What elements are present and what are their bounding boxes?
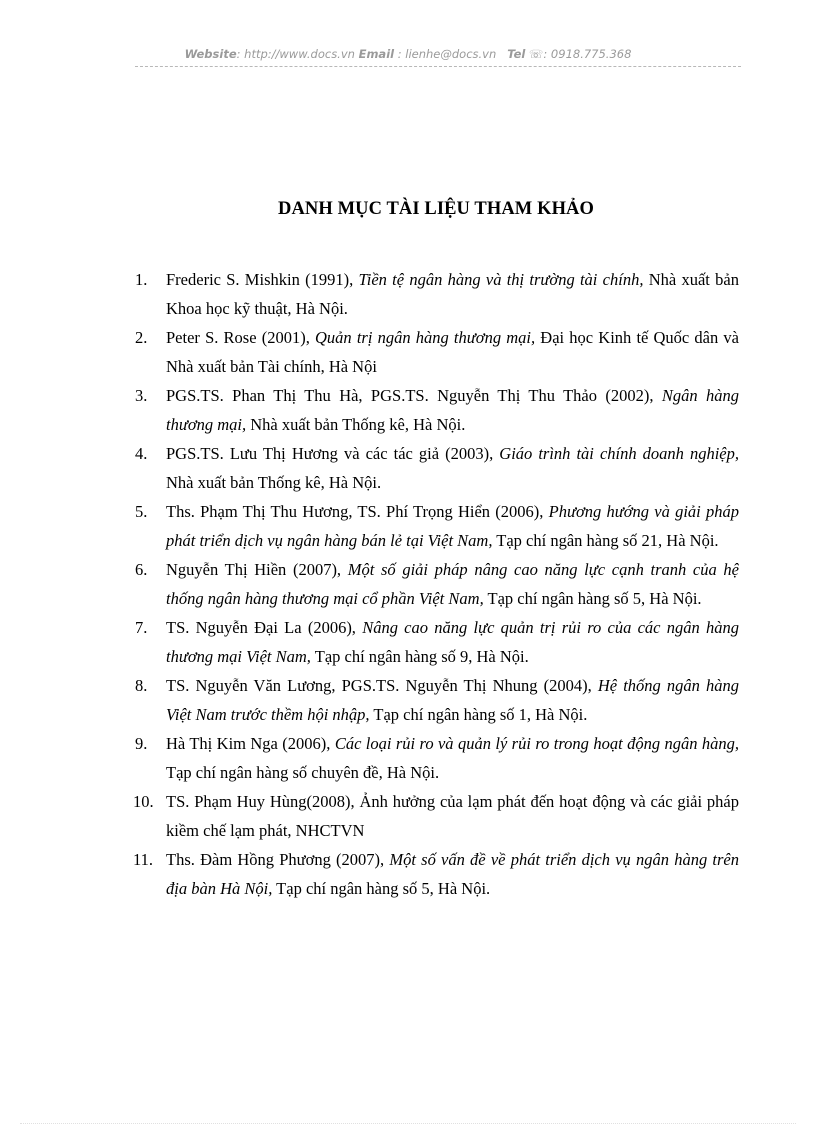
reference-publisher: Đại học Kinh tế Quốc dân và Nhà xuất bản Tài chính, Hà Nội bbox=[166, 328, 739, 376]
reference-authors: PGS.TS. Phan Thị Thu Hà, PGS.TS. Nguyễn Thị Thu Thảo (2002), bbox=[166, 386, 662, 405]
reference-item bbox=[135, 787, 739, 845]
reference-publisher: Tạp chí ngân hàng số 1, Hà Nội. bbox=[369, 705, 588, 724]
reference-title: Hệ thống ngân hàng Việt Nam trước thềm hội nhập, bbox=[166, 676, 739, 724]
reference-item bbox=[135, 323, 739, 381]
reference-authors: Peter S. Rose (2001), bbox=[166, 328, 315, 347]
reference-item bbox=[135, 613, 739, 671]
reference-number: 4. bbox=[135, 444, 148, 463]
reference-title: Quản trị ngân hàng thương mại, bbox=[315, 328, 536, 347]
page-title: DANH MỤC TÀI LIỆU THAM KHẢO bbox=[277, 199, 595, 219]
reference-item bbox=[135, 845, 739, 903]
reference-authors: TS. Phạm Huy Hùng(2008), Ảnh hưởng của lạm phát đến hoạt động và các giải pháp kiềm chế lạm phát, NHCTVN bbox=[166, 792, 739, 840]
reference-number: 10. bbox=[133, 792, 154, 811]
reference-list bbox=[135, 265, 739, 903]
reference-title: Một số giải pháp nâng cao năng lực cạnh tranh của hệ thống ngân hàng thương mại cổ phần Việt Nam, bbox=[166, 560, 739, 608]
reference-number: 9. bbox=[135, 734, 148, 753]
reference-number: 7. bbox=[135, 618, 148, 637]
website-label: Website bbox=[184, 47, 237, 61]
reference-title: Phương hướng và giải pháp phát triển dịch vụ ngân hàng bán lẻ tại Việt Nam, bbox=[166, 502, 739, 550]
reference-title: Tiền tệ ngân hàng và thị trường tài chính, bbox=[358, 270, 644, 289]
reference-number: 1. bbox=[135, 270, 148, 289]
reference-authors: PGS.TS. Lưu Thị Hương và các tác giả (2003), bbox=[166, 444, 500, 463]
reference-title: Các loại rủi ro và quản lý rủi ro trong hoạt động ngân hàng, bbox=[334, 734, 739, 753]
reference-number: 6. bbox=[135, 560, 148, 579]
reference-publisher: Nhà xuất bản Khoa học kỹ thuật, Hà Nội. bbox=[166, 270, 739, 318]
reference-item bbox=[135, 439, 739, 497]
reference-title: Một số vấn đề về phát triển dịch vụ ngân hàng trên địa bàn Hà Nội, bbox=[166, 850, 739, 898]
reference-authors: Ths. Đàm Hồng Phương (2007), bbox=[166, 850, 390, 869]
header-divider bbox=[135, 66, 741, 67]
website-value[interactable]: : http://www.docs.vn bbox=[236, 47, 355, 61]
reference-authors: Ths. Phạm Thị Thu Hương, TS. Phí Trọng Hiển (2006), bbox=[166, 502, 549, 521]
reference-item bbox=[135, 497, 739, 555]
phone-icon: ☏ bbox=[529, 47, 544, 61]
reference-publisher: Tạp chí ngân hàng số 21, Hà Nội. bbox=[492, 531, 719, 550]
tel-value: : 0918.775.368 bbox=[543, 47, 632, 61]
reference-item bbox=[135, 555, 739, 613]
reference-authors: TS. Nguyễn Đại La (2006), bbox=[166, 618, 363, 637]
reference-authors: Nguyễn Thị Hiền (2007), bbox=[166, 560, 348, 579]
reference-publisher: Nhà xuất bản Thống kê, Hà Nội. bbox=[166, 473, 382, 492]
reference-item bbox=[135, 265, 739, 323]
email-label: Email bbox=[358, 47, 395, 61]
reference-item bbox=[135, 671, 739, 729]
reference-number: 3. bbox=[135, 386, 148, 405]
email-value[interactable]: : lienhe@docs.vn bbox=[394, 47, 497, 61]
reference-number: 2. bbox=[135, 328, 148, 347]
reference-number: 5. bbox=[135, 502, 148, 521]
page-header bbox=[0, 47, 816, 61]
reference-item bbox=[135, 381, 739, 439]
reference-publisher: Tạp chí ngân hàng số 9, Hà Nội. bbox=[310, 647, 529, 666]
reference-authors: Frederic S. Mishkin (1991), bbox=[166, 270, 359, 289]
reference-number: 8. bbox=[135, 676, 148, 695]
reference-publisher: Tạp chí ngân hàng số chuyên đề, Hà Nội. bbox=[166, 763, 440, 782]
reference-title: Giáo trình tài chính doanh nghiệp, bbox=[499, 444, 739, 463]
reference-title: Ngân hàng thương mại, bbox=[166, 386, 739, 434]
reference-publisher: Tạp chí ngân hàng số 5, Hà Nội. bbox=[272, 879, 491, 898]
tel-label: Tel bbox=[507, 47, 526, 61]
reference-title: Nâng cao năng lực quản trị rủi ro của các ngân hàng thương mại Việt Nam, bbox=[166, 618, 739, 666]
reference-number: 11. bbox=[133, 850, 154, 869]
reference-publisher: Nhà xuất bản Thống kê, Hà Nội. bbox=[246, 415, 466, 434]
reference-authors: TS. Nguyễn Văn Lương, PGS.TS. Nguyễn Thị Nhung (2004), bbox=[166, 676, 598, 695]
reference-publisher: Tạp chí ngân hàng số 5, Hà Nội. bbox=[483, 589, 702, 608]
reference-authors: Hà Thị Kim Nga (2006), bbox=[166, 734, 335, 753]
reference-item bbox=[135, 729, 739, 787]
